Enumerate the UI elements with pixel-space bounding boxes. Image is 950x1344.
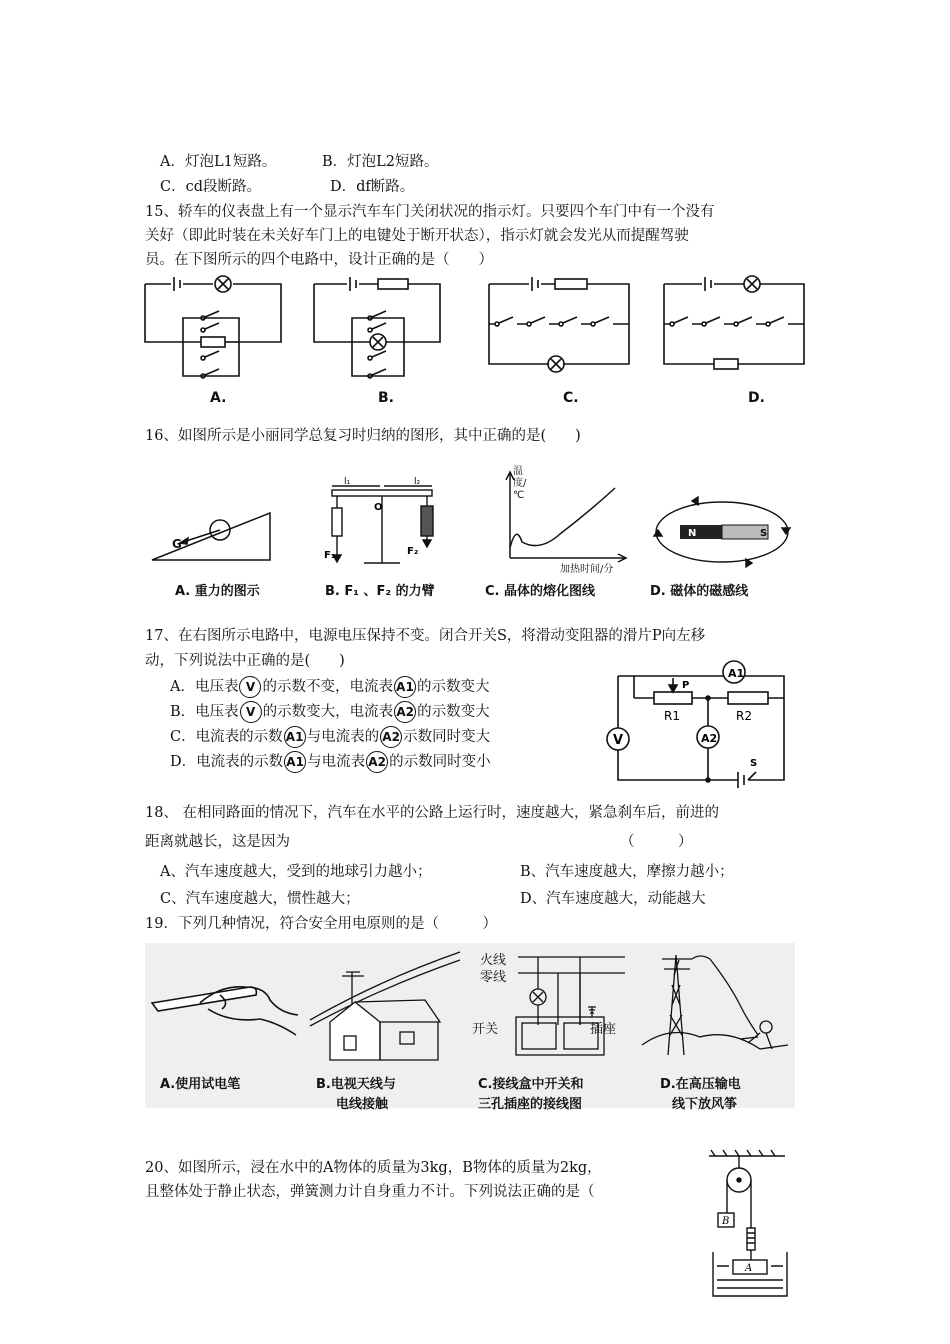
q20-fig-label-a: A [745,1263,753,1274]
q15-circuit-d [662,280,807,370]
q14-option-b: B．灯泡L2短路。 [322,154,439,170]
q15-stem-line3: 员。在下图所示的四个电路中，设计正确的是（ ） [145,252,493,268]
ammeter-a2-icon: A2 [380,726,402,748]
q16-caption-b: B. F₁ 、F₂ 的力臂 [325,584,435,599]
ammeter-a2-icon: A2 [366,751,388,773]
q20-stem-line2: 且整体处于静止状态，弹簧测力计自身重力不计。下列说法正确的是（ [145,1184,595,1200]
q17-circuit-p: P [682,680,690,691]
q19-caption-c-line2: 三孔插座的接线图 [478,1097,583,1112]
q17-circuit-r1: R1 [664,709,680,723]
q16-fig-a-incline [150,505,275,565]
q16-fig-b-l2: l₂ [414,477,421,487]
voltmeter-v-icon: V [240,701,262,723]
voltmeter-v-icon: V [239,676,261,698]
q19-fig-c-socket-label: 插座 [590,1022,617,1037]
q19-fig-c-live-wire: 火线 [480,953,507,968]
q20-fig-label-b: B [722,1216,730,1227]
q19-caption-a: A.使用试电笔 [160,1077,241,1092]
q15-circuit-b [312,280,452,390]
q19-caption-d-line2: 线下放风筝 [672,1097,738,1112]
q16-fig-d-magnet [652,495,792,575]
q19-caption-b-line1: B.电视天线与 [316,1077,396,1092]
q16-fig-c-ylabel: 温度/℃ [513,466,527,501]
q16-fig-d-s: S [760,528,768,539]
q16-fig-b-f1: F₁ [324,550,336,561]
q19-caption-c-line1: C.接线盒中开关和 [478,1077,584,1092]
q14-option-d: D．df断路。 [330,179,415,195]
q17-option-a: A．电压表 V 的示数不变，电流表 A1 的示数变大 [170,676,489,698]
q19-fig-d-kite-tower [640,945,790,1065]
ammeter-a1-icon: A1 [394,676,416,698]
q18-stem-line1: 18、 在相同路面的情况下，汽车在水平的公路上运行时，速度越大，紧急刹车后，前进的 [145,805,720,821]
q19-fig-b-house-antenna [310,950,460,1065]
q18-option-c: C、汽车速度越大，惯性越大； [160,891,360,907]
q17-circuit-a2: A2 [701,732,718,745]
q17-option-b: B．电压表 V 的示数变大，电流表 A2 的示数变大 [170,701,490,723]
q16-caption-d: D. 磁体的磁感线 [650,584,749,599]
ammeter-a1-icon: A1 [284,751,306,773]
q15-label-b: B. [378,390,394,406]
q16-fig-b-l1: l₁ [344,477,351,487]
q16-fig-d-n: N [688,528,697,539]
q15-label-c: C. [563,390,579,406]
q18-option-a: A、汽车速度越大，受到的地球引力越小； [160,864,432,880]
q19-caption-b-line2: 电线接触 [336,1097,389,1112]
q15-circuit-a [143,280,283,390]
q17-circuit-r2: R2 [736,709,752,723]
q16-stem: 16、如图所示是小丽同学总复习时归纳的图形，其中正确的是( ) [145,428,581,444]
q19-fig-a-test-pen [150,975,300,1055]
q19-fig-c-neutral-wire: 零线 [480,970,507,985]
q16-caption-a: A. 重力的图示 [175,584,260,599]
q15-label-a: A. [210,390,227,406]
q18-answer-paren: （ ） [620,834,693,850]
q19-fig-c-switch-label: 开关 [472,1022,499,1037]
q17-circuit [604,658,794,783]
q19-caption-d-line1: D.在高压输电 [660,1077,741,1092]
q17-option-c: C．电流表的示数 A1 与电流表的 A2 示数同时变大 [170,726,490,748]
q20-stem-line1: 20、如图所示，浸在水中的A物体的质量为3kg，B物体的质量为2kg， [145,1160,602,1176]
q18-stem-line2: 距离就越长，这是因为 [145,834,290,850]
q16-fig-b-f2: F₂ [407,546,419,557]
q17-circuit-v: V [613,733,624,748]
q20-fig-pulley [705,1148,795,1298]
q17-circuit-s: S [750,758,758,769]
q18-option-d: D、汽车速度越大，动能越大 [520,891,706,907]
q17-option-d: D．电流表的示数 A1 与电流表 A2 的示数同时变小 [170,751,491,773]
q16-fig-b-lever [322,478,447,573]
q16-fig-c-xlabel: 加热时间/分 [560,564,614,575]
q15-stem-line2: 关好（即此时装在未关好车门上的电键处于断开状态），指示灯就会发光从而提醒驾驶 [145,228,689,244]
q15-stem-line1: 15、轿车的仪表盘上有一个显示汽车车门关闭状况的指示灯。只要四个车门中有一个没有 [145,204,715,220]
ammeter-a1-icon: A1 [284,726,306,748]
q14-option-a: A．灯泡L1短路。 [160,154,277,170]
q17-stem-line2: 动，下列说法中正确的是( ) [145,653,345,669]
ammeter-a2-icon: A2 [394,701,416,723]
q15-label-d: D. [748,390,765,406]
q14-option-c: C．cd段断路。 [160,179,261,195]
q17-circuit-a1: A1 [728,667,745,680]
q16-caption-c: C. 晶体的熔化图线 [485,584,596,599]
q19-stem: 19．下列几种情况，符合安全用电原则的是（ ） [145,916,497,932]
q15-circuit-c [487,280,632,370]
q16-fig-b-o: O [374,502,383,513]
q17-stem-line1: 17、在右图所示电路中，电源电压保持不变。闭合开关S，将滑动变阻器的滑片P向左移 [145,628,706,644]
q18-option-b: B、汽车速度越大，摩擦力越小； [520,864,734,880]
q16-fig-a-label-g: G [172,537,182,551]
